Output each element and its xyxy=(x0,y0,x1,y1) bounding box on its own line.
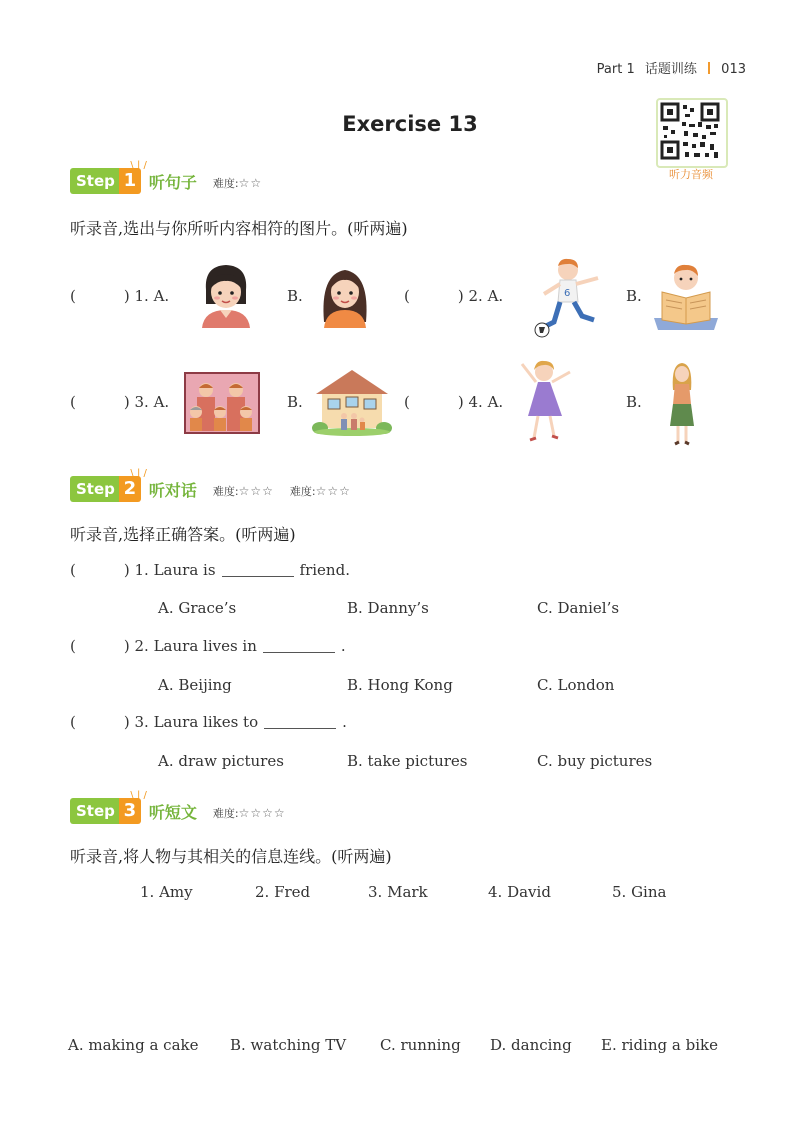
paren-open: ( xyxy=(404,287,410,305)
fill-blank[interactable] xyxy=(264,728,336,729)
question-number: 1. xyxy=(134,287,149,305)
boy-playing-football-picture[interactable] xyxy=(532,256,606,340)
step1-q3-option-b: B. xyxy=(287,393,303,411)
difficulty-label: 难度: xyxy=(212,177,239,190)
person-mark[interactable]: 3. Mark xyxy=(368,883,428,901)
svg-text:6: 6 xyxy=(564,288,571,299)
page-header xyxy=(597,58,746,77)
option-a: A. xyxy=(153,287,170,305)
step3-instruction: 听录音,将人物与其相关的信息连线。(听两遍) xyxy=(70,847,392,866)
step-number: 3 xyxy=(119,798,141,824)
person-david[interactable]: 4. David xyxy=(488,883,551,901)
question-number: 1. xyxy=(134,561,149,579)
question-number: 3. xyxy=(134,393,149,411)
activity-dancing[interactable]: D. dancing xyxy=(490,1036,572,1054)
rays-icon: \ | / xyxy=(130,468,147,479)
step1-difficulty xyxy=(213,173,262,194)
house-picture[interactable] xyxy=(312,366,392,436)
girl-long-hair-picture[interactable] xyxy=(318,262,372,328)
step1-title: 听句子 xyxy=(148,173,197,192)
step2-difficulty xyxy=(213,481,274,502)
difficulty-label: 难度: xyxy=(212,485,239,498)
girl-standing-picture[interactable] xyxy=(666,360,698,446)
step1-q2-option-b: B. xyxy=(626,287,642,305)
step-word: Step xyxy=(70,476,119,502)
qr-code[interactable] xyxy=(656,98,728,168)
question-text: Laura likes to xyxy=(153,713,259,731)
step2-instruction: 听录音,选择正确答案。(听两遍) xyxy=(70,525,296,544)
step2-q1: ( ) 1. Laura is friend. xyxy=(70,561,350,579)
question-text-end: . xyxy=(340,637,346,655)
paren-close: ) xyxy=(457,287,464,305)
question-number: 3. xyxy=(134,713,149,731)
step3-difficulty xyxy=(213,803,286,824)
star-icon: ☆☆☆ xyxy=(238,484,274,498)
boy-reading-picture[interactable] xyxy=(650,262,722,330)
step2-q1-option-a[interactable]: A. Grace’s xyxy=(158,599,237,617)
activity-watching-tv[interactable]: B. watching TV xyxy=(230,1036,347,1054)
step2-q2-option-b[interactable]: B. Hong Kong xyxy=(347,676,453,694)
person-fred[interactable]: 2. Fred xyxy=(255,883,311,901)
step1-q1 xyxy=(70,287,169,305)
step-word: Step xyxy=(70,798,119,824)
option-a: A. xyxy=(487,287,504,305)
step2-q3-option-a[interactable]: A. draw pictures xyxy=(158,752,284,770)
step3-badge xyxy=(70,790,147,824)
step2-q1-option-b[interactable]: B. Danny’s xyxy=(347,599,429,617)
step2-q3: ( ) 3. Laura likes to . xyxy=(70,713,347,731)
star-icon: ☆☆☆☆ xyxy=(238,806,286,820)
rays-icon: \ | / xyxy=(130,160,147,171)
family-photo-picture[interactable] xyxy=(184,372,260,434)
step2-q2: ( ) 2. Laura lives in . xyxy=(70,637,346,655)
paren-open: ( xyxy=(70,393,76,411)
activity-running[interactable]: C. running xyxy=(380,1036,461,1054)
option-a: A. xyxy=(153,393,170,411)
question-text: Laura is xyxy=(153,561,216,579)
question-number: 4. xyxy=(468,393,483,411)
activity-riding-bike[interactable]: E. riding a bike xyxy=(601,1036,718,1054)
paren-open: ( xyxy=(404,393,410,411)
option-a: A. xyxy=(487,393,504,411)
step2-q2-option-a[interactable]: A. Beijing xyxy=(158,676,232,694)
step2-q3-option-c[interactable]: C. buy pictures xyxy=(537,752,653,770)
step1-heading xyxy=(70,160,263,194)
fill-blank[interactable] xyxy=(263,652,335,653)
paren-close: ) xyxy=(457,393,464,411)
question-number: 2. xyxy=(468,287,483,305)
person-gina[interactable]: 5. Gina xyxy=(612,883,667,901)
qr-code-icon xyxy=(658,100,722,162)
page-number: 013 xyxy=(721,62,746,77)
step2-difficulty-2 xyxy=(290,481,351,502)
step2-q3-option-b[interactable]: B. take pictures xyxy=(347,752,468,770)
step1-q2 xyxy=(404,287,503,305)
question-text-end: friend. xyxy=(299,561,350,579)
paren-close: ) xyxy=(123,287,130,305)
page-title: Exercise 13 xyxy=(342,112,478,136)
step2-badge xyxy=(70,468,147,502)
star-icon: ☆☆☆ xyxy=(315,484,351,498)
question-number: 2. xyxy=(134,637,149,655)
qr-label: 听力音频 xyxy=(669,168,713,181)
step-number: 1 xyxy=(119,168,141,194)
paren-close: ) xyxy=(123,393,130,411)
step1-q3 xyxy=(70,393,169,411)
step2-q1-option-c[interactable]: C. Daniel’s xyxy=(537,599,620,617)
difficulty-label: 难度: xyxy=(212,807,239,820)
part-label: Part 1 xyxy=(596,62,635,77)
question-text: Laura lives in xyxy=(153,637,257,655)
section-label: 话题训练 xyxy=(644,62,697,77)
rays-icon: \ | / xyxy=(130,790,147,801)
step1-q4-option-b: B. xyxy=(626,393,642,411)
step1-instruction: 听录音,选出与你所听内容相符的图片。(听两遍) xyxy=(70,219,408,238)
step1-q4 xyxy=(404,393,503,411)
step2-title: 听对话 xyxy=(148,481,197,500)
header-divider xyxy=(708,62,710,74)
star-icon: ☆☆ xyxy=(238,176,263,190)
step1-q1-option-b: B. xyxy=(287,287,303,305)
fill-blank[interactable] xyxy=(222,576,294,577)
girl-dancing-picture[interactable] xyxy=(514,358,574,444)
step-number: 2 xyxy=(119,476,141,502)
question-text-end: . xyxy=(342,713,347,731)
step2-q2-option-c[interactable]: C. London xyxy=(537,676,615,694)
step3-heading xyxy=(70,790,286,824)
step-word: Step xyxy=(70,168,119,194)
difficulty-label: 难度: xyxy=(289,485,316,498)
step2-heading xyxy=(70,468,351,502)
step1-badge xyxy=(70,160,147,194)
activity-making-cake[interactable]: A. making a cake xyxy=(68,1036,199,1054)
paren-open: ( xyxy=(70,287,76,305)
person-amy[interactable]: 1. Amy xyxy=(140,883,193,901)
step3-title: 听短文 xyxy=(148,803,197,822)
girl-short-hair-picture[interactable] xyxy=(200,260,252,328)
